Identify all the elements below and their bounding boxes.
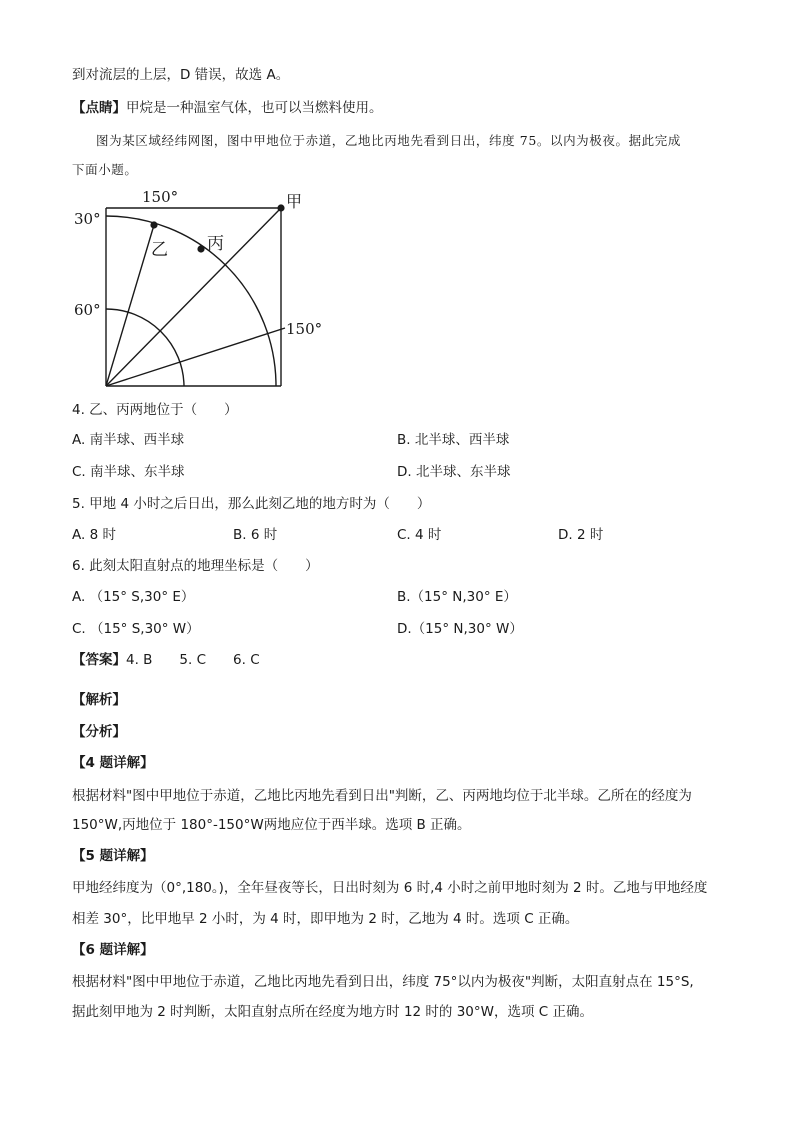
detail-5-line-1: 甲地经纬度为（0°,180。)，全年昼夜等长，日出时刻为 6 时,4 小时之前甲地时刻为 2 时。乙地与甲地经度 [72, 880, 708, 896]
q5-stem: 5. 甲地 4 小时之后日出，那么此刻乙地的地方时为（ ） [72, 496, 431, 512]
q4-stem: 4. 乙、丙两地位于（ ） [72, 402, 238, 418]
meridian-150-right [106, 328, 285, 386]
q4-option-d: D. 北半球、东半球 [397, 464, 511, 480]
label-150-right: 150° [286, 320, 323, 338]
detail-5-line-2: 相差 30°，比甲地早 2 小时，为 4 时，即甲地为 2 时，乙地为 4 时。选项 C 正确。 [72, 911, 579, 927]
detail-4-line-1: 根据材料"图中甲地位于赤道，乙地比丙地先看到日出"判断，乙、丙两地均位于北半球。乙所在的经度为 [72, 788, 692, 804]
detail-4-heading: 【4 题详解】 [72, 755, 154, 771]
q6-stem: 6. 此刻太阳直射点的地理坐标是（ ） [72, 558, 319, 574]
answer-text: 4. B 5. C 6. C [126, 652, 260, 668]
q4-option-a: A. 南半球、西半球 [72, 432, 185, 448]
q6-option-a: A. （15° S,30° E） [72, 589, 195, 605]
label-30: 30° [74, 210, 101, 228]
q5-option-d: D. 2 时 [558, 527, 604, 543]
label-yi: 乙 [151, 240, 168, 260]
q5-option-c: C. 4 时 [397, 527, 442, 543]
label-bing: 丙 [207, 234, 224, 254]
answer-line [72, 650, 260, 670]
dianjing-text: 甲烷是一种温室气体，也可以当燃料使用。 [126, 100, 383, 116]
fenxi-heading: 【分析】 [72, 724, 126, 740]
intro-line-2: 下面小题。 [72, 162, 138, 177]
q6-option-b: B.（15° N,30° E） [397, 589, 517, 605]
graticule-figure [72, 187, 342, 392]
q6-option-d: D.（15° N,30° W） [397, 621, 523, 637]
label-jia: 甲 [286, 192, 303, 211]
detail-6-line-1: 根据材料"图中甲地位于赤道，乙地比丙地先看到日出，纬度 75°以内为极夜"判断，太阳直射点在 15°S, [72, 974, 694, 990]
point-yi [150, 221, 157, 228]
point-bing [197, 245, 204, 252]
detail-4-line-2: 150°W,丙地位于 180°-150°W两地应位于西半球。选项 B 正确。 [72, 817, 471, 833]
point-jia [277, 204, 284, 211]
dianjing-line [72, 98, 383, 118]
detail-5-heading: 【5 题详解】 [72, 848, 154, 864]
answer-tag: 【答案】 [72, 652, 126, 668]
detail-6-heading: 【6 题详解】 [72, 942, 154, 958]
q4-option-b: B. 北半球、西半球 [397, 432, 510, 448]
q6-option-c: C. （15° S,30° W） [72, 621, 200, 637]
q4-option-c: C. 南半球、东半球 [72, 464, 185, 480]
detail-6-line-2: 据此刻甲地为 2 时判断，太阳直射点所在经度为地方时 12 时的 30°W，选项 C 正确。 [72, 1004, 594, 1020]
continuation-line: 到对流层的上层，D 错误，故选 A。 [72, 67, 290, 83]
intro-line-1: 图为某区域经纬网图，图中甲地位于赤道，乙地比丙地先看到日出，纬度 75。以内为极夜。据此完成 [96, 133, 681, 148]
label-60: 60° [74, 301, 101, 319]
jiexi-heading: 【解析】 [72, 692, 126, 708]
dianjing-tag: 【点睛】 [72, 100, 126, 116]
q5-option-b: B. 6 时 [233, 527, 278, 543]
label-150-top: 150° [142, 188, 179, 206]
q5-option-a: A. 8 时 [72, 527, 116, 543]
